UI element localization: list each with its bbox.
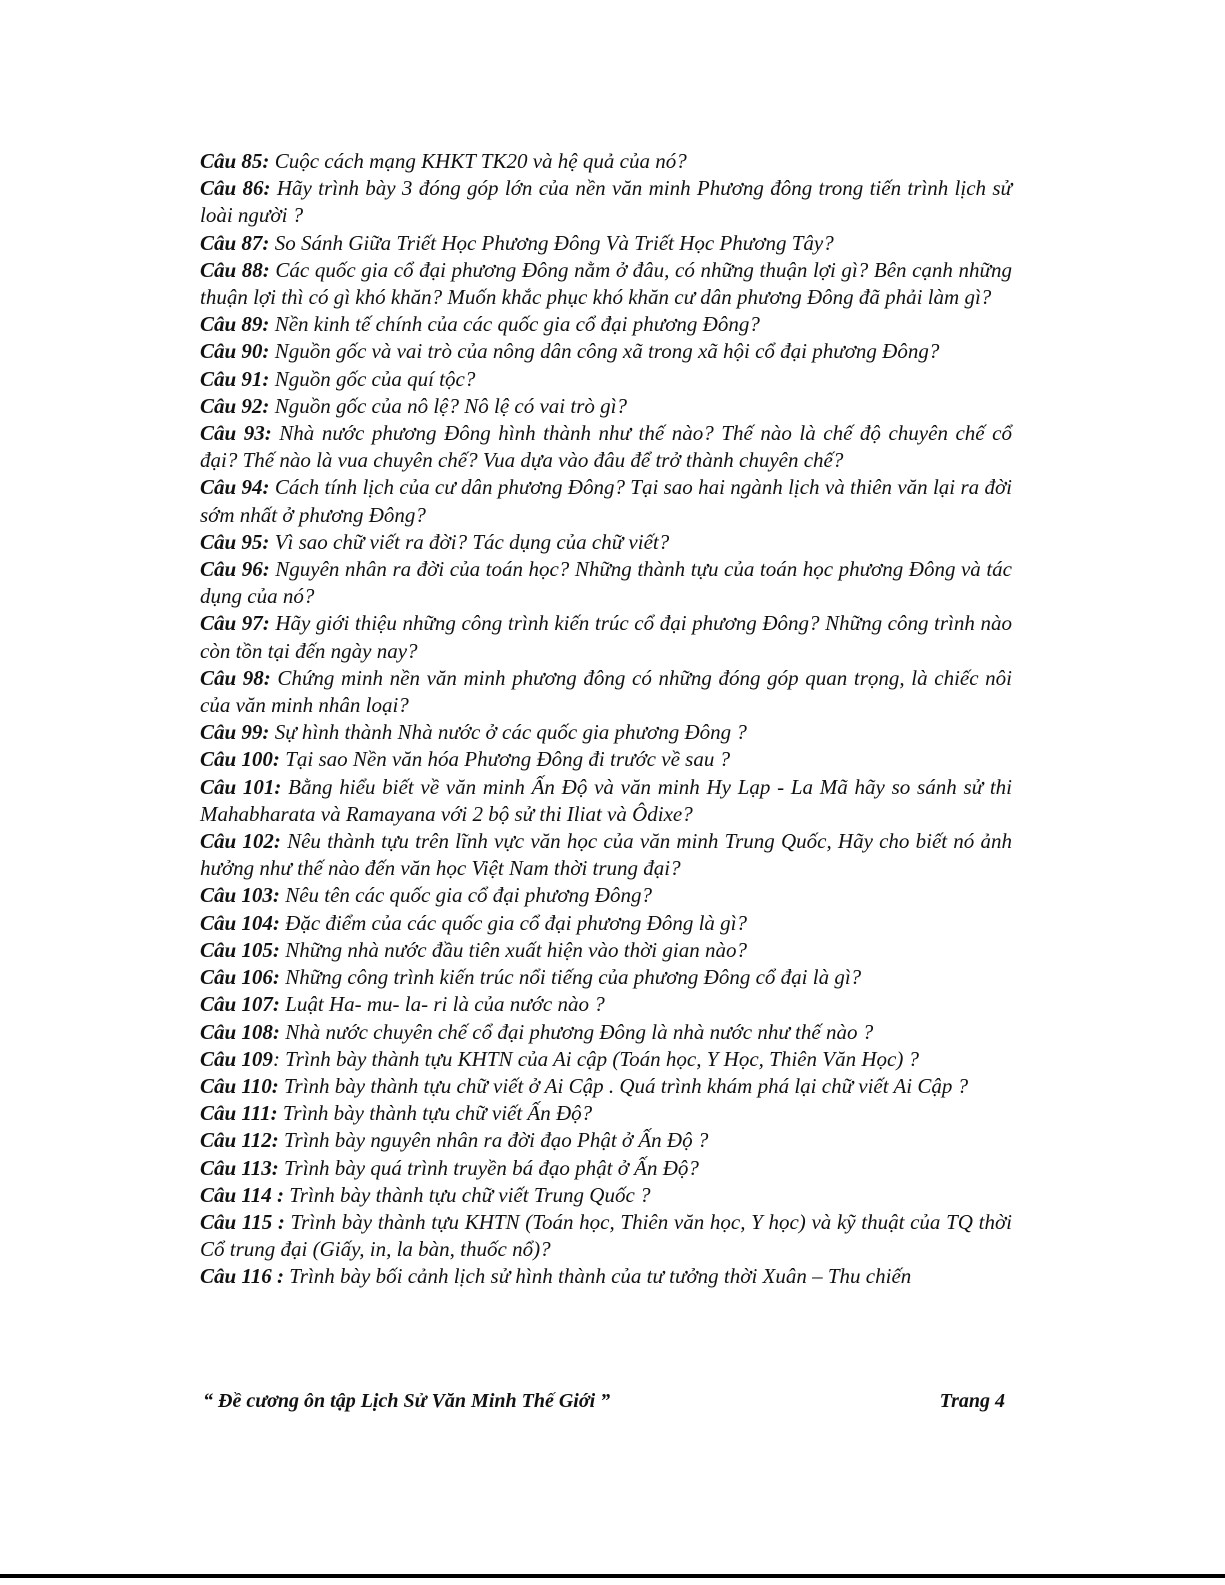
question-text: Luật Ha- mu- la- ri là của nước nào ? (279, 992, 605, 1017)
question-item (200, 991, 1012, 1018)
question-text: : Trình bày thành tựu KHTN của Ai cập (Toán học, Y Học, Thiên Văn Học) ? (272, 1046, 920, 1071)
question-text: Nguồn gốc của quí tộc? (269, 366, 476, 391)
question-item (200, 420, 1012, 474)
question-text: Vì sao chữ viết ra đời? Tác dụng của chữ viết? (269, 529, 670, 554)
question-text: Nhà nước phương Đông hình thành như thế nào? Thế nào là chế độ chuyên chế cổ đại? Thế nào là vua chuyên chế? Vua dựa vào đâu để trở thành chuyên chế? (200, 421, 1012, 473)
question-label: Câu 108: (200, 1019, 280, 1044)
question-item (200, 1046, 1012, 1073)
question-text: Trình bày thành tựu KHTN (Toán học, Thiên văn học, Y học) và kỹ thuật của TQ thời Cổ trung đại (Giấy, in, la bàn, thuốc nổ)? (200, 1209, 1012, 1262)
question-item (200, 148, 1012, 175)
question-label: Câu 97: (200, 611, 270, 636)
question-label: Câu 111: (200, 1101, 278, 1126)
question-item (200, 393, 1012, 420)
question-label: Câu 90: (200, 339, 270, 364)
question-item (200, 937, 1012, 964)
question-text: Nêu tên các quốc gia cổ đại phương Đông? (279, 883, 652, 908)
question-item (200, 311, 1012, 338)
question-text: Nền kinh tế chính của các quốc gia cổ đại phương Đông? (269, 312, 760, 337)
question-item (200, 882, 1012, 909)
question-label: Câu 104: (200, 910, 280, 935)
question-item (200, 257, 1012, 311)
question-text: Chứng minh nền văn minh phương đông có những đóng góp quan trọng, là chiếc nôi của văn minh nhân loại? (200, 665, 1012, 718)
question-item (200, 474, 1012, 528)
question-label: Câu 115 : (200, 1209, 285, 1234)
question-item (200, 746, 1012, 773)
question-label: Câu 109 (200, 1046, 273, 1071)
question-text: Trình bày thành tựu chữ viết ở Ai Cập . Quá trình khám phá lại chữ viết Ai Cập ? (278, 1073, 969, 1098)
question-item (200, 1073, 1012, 1100)
question-label: Câu 103: (200, 883, 280, 908)
question-label: Câu 102: (200, 829, 281, 854)
question-label: Câu 98: (200, 665, 271, 690)
question-item (200, 964, 1012, 991)
question-item (200, 610, 1012, 664)
question-label: Câu 106: (200, 965, 280, 990)
question-label: Câu 99: (200, 720, 270, 745)
question-label: Câu 85: (200, 149, 270, 173)
question-item (200, 338, 1012, 365)
question-label: Câu 88: (200, 257, 270, 282)
page-footer (203, 1390, 1005, 1413)
question-item (200, 529, 1012, 556)
question-label: Câu 94: (200, 475, 270, 500)
question-item (200, 1155, 1012, 1182)
question-label: Câu 92: (200, 393, 270, 418)
question-item (200, 1019, 1012, 1046)
question-text: Hãy giới thiệu những công trình kiến trúc cổ đại phương Đông? Những công trình nào còn tồn tại đến ngày nay? (200, 611, 1012, 663)
question-item (200, 774, 1012, 828)
question-item (200, 910, 1012, 937)
question-label: Câu 110: (200, 1073, 279, 1098)
question-text: Đặc điểm của các quốc gia cổ đại phương Đông là gì? (279, 910, 748, 935)
question-label: Câu 87: (200, 230, 270, 255)
question-item (200, 1209, 1012, 1263)
question-item (200, 366, 1012, 393)
question-text: Cách tính lịch của cư dân phương Đông? Tại sao hai ngành lịch và thiên văn lại ra đời sớm nhất ở phương Đông? (200, 475, 1012, 527)
question-text: Bằng hiểu biết về văn minh Ấn Độ và văn minh Hy Lạp - La Mã hãy so sánh sử thi Mahabharata và Ramayana với 2 bộ sử thi Iliat và Ôdixe? (200, 774, 1012, 826)
question-label: Câu 95: (200, 529, 270, 554)
question-label: Câu 101: (200, 774, 282, 799)
question-label: Câu 89: (200, 312, 270, 337)
question-label: Câu 91: (200, 366, 270, 391)
question-label: Câu 113: (200, 1155, 279, 1180)
question-item (200, 1182, 1012, 1209)
question-text: Nhà nước chuyên chế cổ đại phương Đông là nhà nước như thế nào ? (279, 1019, 874, 1044)
question-item (200, 828, 1012, 882)
question-label: Câu 116 : (200, 1264, 285, 1289)
question-text: So Sánh Giữa Triết Học Phương Đông Và Triết Học Phương Tây? (269, 230, 834, 255)
question-item (200, 665, 1012, 719)
question-text: Trình bày quá trình truyền bá đạo phật ở Ấn Độ? (278, 1155, 699, 1180)
question-text: Nguồn gốc và vai trò của nông dân công xã trong xã hội cổ đại phương Đông? (269, 339, 940, 364)
question-label: Câu 100: (200, 747, 280, 772)
question-text: Nguồn gốc của nô lệ? Nô lệ có vai trò gì? (269, 393, 627, 418)
question-label: Câu 112: (200, 1128, 279, 1153)
question-text: Trình bày thành tựu chữ viết Trung Quốc ? (284, 1182, 651, 1207)
question-label: Câu 86: (200, 176, 271, 201)
question-text: Các quốc gia cổ đại phương Đông nằm ở đâu, có những thuận lợi gì? Bên cạnh những thuận lợi thì có gì khó khăn? Muốn khắc phục khó khăn cư dân phương Đông đã phải làm gì? (200, 257, 1012, 310)
question-text: Nêu thành tựu trên lĩnh vực văn học của văn minh Trung Quốc, Hãy cho biết nó ảnh hưởng như thế nào đến văn học Việt Nam thời trung đại? (200, 829, 1012, 881)
question-label: Câu 96: (200, 557, 270, 582)
question-item (200, 1127, 1012, 1154)
question-label: Câu 105: (200, 937, 280, 962)
question-text: Tại sao Nền văn hóa Phương Đông đi trước về sau ? (279, 747, 731, 772)
question-item (200, 556, 1012, 610)
question-label: Câu 107: (200, 992, 280, 1017)
page-number: Trang 4 (939, 1390, 1005, 1412)
question-text: Hãy trình bày 3 đóng góp lớn của nền văn minh Phương đông trong tiến trình lịch sử loài người ? (200, 176, 1012, 228)
bottom-border (0, 1574, 1225, 1578)
question-text: Trình bày thành tựu chữ viết Ấn Độ? (277, 1101, 593, 1126)
question-text: Những công trình kiến trúc nổi tiếng của phương Đông cổ đại là gì? (279, 965, 862, 990)
question-item (200, 230, 1012, 257)
question-text: Cuộc cách mạng KHKT TK20 và hệ quả của nó? (269, 149, 687, 173)
question-list (200, 148, 1012, 1291)
question-label: Câu 93: (200, 421, 272, 446)
footer-title: “ Đề cương ôn tập Lịch Sử Văn Minh Thế Giới ” (203, 1390, 611, 1412)
question-item (200, 1100, 1012, 1127)
question-text: Trình bày nguyên nhân ra đời đạo Phật ở Ấn Độ ? (278, 1128, 709, 1153)
question-label: Câu 114 : (200, 1182, 285, 1207)
question-item (200, 1263, 1012, 1290)
question-text: Trình bày bối cảnh lịch sử hình thành của tư tưởng thời Xuân – Thu chiến (284, 1264, 912, 1289)
question-text: Sự hình thành Nhà nước ở các quốc gia phương Đông ? (269, 720, 747, 745)
question-item (200, 719, 1012, 746)
question-text: Nguyên nhân ra đời của toán học? Những thành tựu của toán học phương Đông và tác dụng của nó? (200, 557, 1012, 609)
question-text: Những nhà nước đầu tiên xuất hiện vào thời gian nào? (279, 937, 747, 962)
question-item (200, 175, 1012, 229)
